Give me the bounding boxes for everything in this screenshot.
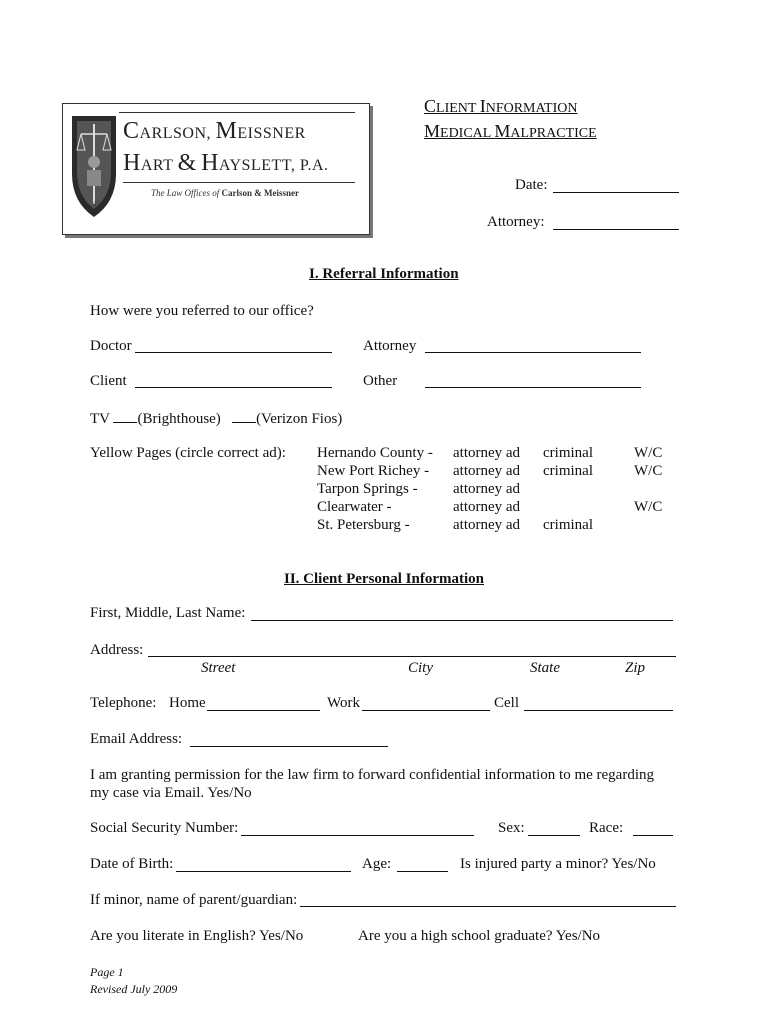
tv-brighthouse-blank[interactable] [113,408,137,423]
cell-phone-field[interactable] [524,710,673,711]
client-label: Client [90,373,127,389]
yp-location: Tarpon Springs - [317,481,418,497]
graduate-question: Are you a high school graduate? Yes/No [358,928,601,944]
logo-top-rule [119,112,355,113]
race-field[interactable] [633,835,673,836]
yp-location: Clearwater - [317,499,392,515]
yp-wc[interactable]: W/C [634,499,663,515]
attorney-header-field[interactable] [553,229,679,230]
yp-wc[interactable]: W/C [634,463,663,479]
yp-attorney-ad[interactable]: attorney ad [453,463,521,479]
cell-phone-label: Cell [494,695,519,711]
address-city-caption: City [408,660,433,676]
date-label: Date: [515,177,548,193]
address-state-caption: State [530,660,560,676]
ssn-label: Social Security Number: [90,820,239,836]
address-label: Address: [90,642,144,658]
doctor-field[interactable] [135,352,332,353]
permission-text-line2: my case via Email. Yes/No [90,785,252,801]
yellow-pages-label: Yellow Pages (circle correct ad): [90,445,286,461]
email-label: Email Address: [90,731,183,747]
dob-field[interactable] [176,871,351,872]
referral-heading: I. Referral Information [309,266,459,282]
age-field[interactable] [397,871,448,872]
minor-question: Is injured party a minor? Yes/No [460,856,656,872]
name-field[interactable] [251,620,673,621]
revision-date: Revised July 2009 [90,982,178,996]
client-field[interactable] [135,387,332,388]
yp-attorney-ad[interactable]: attorney ad [453,517,521,533]
email-field[interactable] [190,746,388,747]
address-field[interactable] [148,656,676,657]
ssn-field[interactable] [241,835,474,836]
firm-tagline: The Law Offices of Carlson & Meissner [151,188,300,198]
firm-name-line2: HART & HAYSLETT, P.A. [123,150,329,176]
tv-line [90,408,342,428]
copyright-mark: © [93,200,101,211]
yp-wc[interactable]: W/C [634,445,663,461]
personal-heading: II. Client Personal Information [284,571,484,587]
permission-text-line1: I am granting permission for the law firm to forward confidential information to me regarding [90,767,655,783]
tv-brighthouse-label: (Brighthouse) [137,411,221,427]
home-phone-label: Home [169,695,206,711]
name-label: First, Middle, Last Name: [90,605,246,621]
yp-criminal[interactable]: criminal [543,463,593,479]
yp-attorney-ad[interactable]: attorney ad [453,481,521,497]
attorney-ref-label: Attorney [363,338,417,354]
page-number: Page 1 [90,965,124,979]
form-title-line1: CLIENT INFORMATION [424,96,578,116]
other-field[interactable] [425,387,641,388]
yp-location: New Port Richey - [317,463,430,479]
tv-verizon-label: (Verizon Fios) [256,411,343,427]
firm-logo [62,103,370,235]
race-label: Race: [589,820,624,836]
yp-location: Hernando County - [317,445,433,461]
sex-field[interactable] [528,835,580,836]
firm-name-line1: CARLSON, MEISSNER [123,118,306,144]
attorney-ref-field[interactable] [425,352,641,353]
other-label: Other [363,373,398,389]
yp-attorney-ad[interactable]: attorney ad [453,499,521,515]
literate-question: Are you literate in English? Yes/No [90,928,304,944]
address-street-caption: Street [201,660,236,676]
work-phone-label: Work [327,695,360,711]
telephone-label: Telephone: [90,695,157,711]
yp-criminal[interactable]: criminal [543,445,593,461]
address-zip-caption: Zip [625,660,646,676]
sex-label: Sex: [498,820,525,836]
dob-label: Date of Birth: [90,856,174,872]
tv-verizon-blank[interactable] [232,408,256,423]
tv-label: TV [90,411,110,427]
attorney-header-label: Attorney: [487,214,545,230]
doctor-label: Doctor [90,338,132,354]
home-phone-field[interactable] [207,710,320,711]
yp-criminal[interactable]: criminal [543,517,593,533]
guardian-label: If minor, name of parent/guardian: [90,892,298,908]
referral-question: How were you referred to our office? [90,303,314,319]
logo-mid-rule [123,182,355,183]
yp-attorney-ad[interactable]: attorney ad [453,445,521,461]
form-title-line2: MEDICAL MALPRACTICE [424,121,597,141]
date-field[interactable] [553,192,679,193]
work-phone-field[interactable] [362,710,490,711]
yp-location: St. Petersburg - [317,517,410,533]
age-label: Age: [362,856,392,872]
guardian-field[interactable] [300,906,676,907]
